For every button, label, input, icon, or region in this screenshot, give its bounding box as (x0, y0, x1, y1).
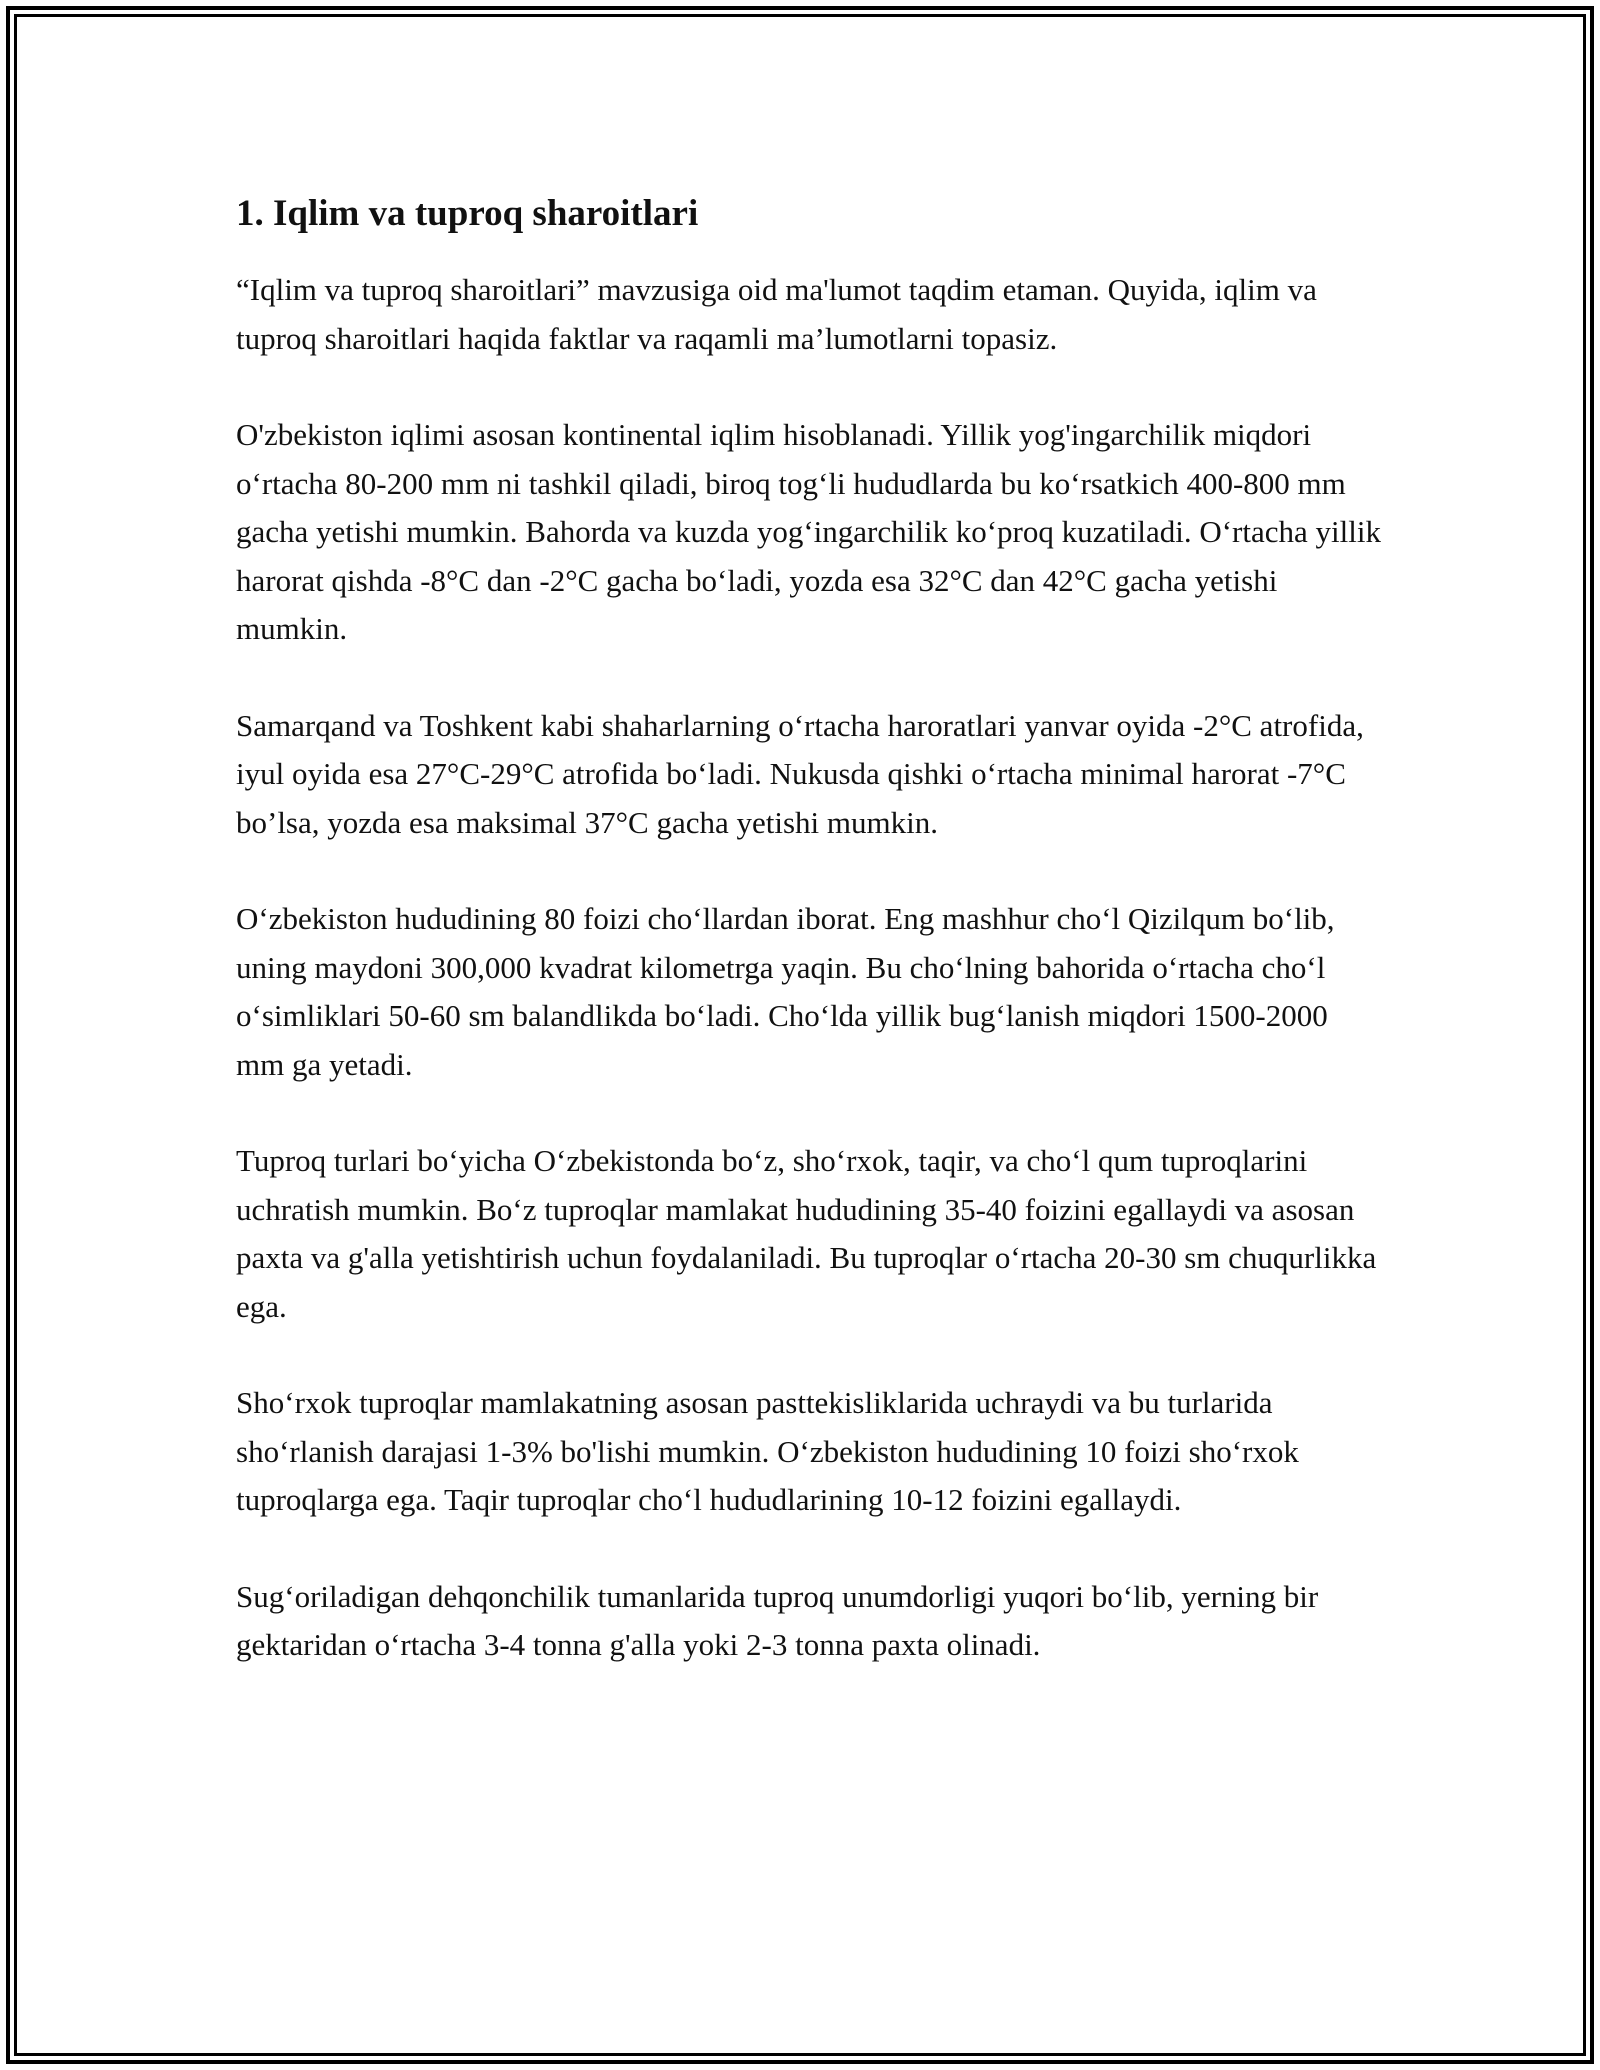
paragraph-deserts: O‘zbekiston hududining 80 foizi cho‘llardan iborat. Eng mashhur cho‘l Qizilqum bo‘lib, uning maydoni 300,000 kvadrat kilometrga yaqin. Bu cho‘lning bahorida o‘rtacha cho‘l o‘simliklari 50-60 sm balandlikda bo‘ladi. Cho‘lda yillik bug‘lanish miqdori 1500-2000 mm ga yetadi. (236, 901, 1335, 1082)
paragraph-intro: “Iqlim va tuproq sharoitlari” mavzusiga oid ma'lumot taqdim etaman. Quyida, iqlim va tuproq sharoitlari haqida faktlar va raqamli ma’lumotlarni topasiz. (236, 272, 1317, 356)
paragraph-soil-types: Tuproq turlari bo‘yicha O‘zbekistonda bo‘z, sho‘rxok, taqir, va cho‘l qum tuproqlarini uchratish mumkin. Bo‘z tuproqlar mamlakat hududining 35-40 foizini egallaydi va asosan paxta va g'alla yetishtirish uchun foydalaniladi. Bu tuproqlar o‘rtacha 20-30 sm chuqurlikka ega. (236, 1143, 1377, 1324)
paragraph-city-temperatures: Samarqand va Toshkent kabi shaharlarning o‘rtacha haroratlari yanvar oyida -2°C atrofida, iyul oyida esa 27°C-29°C atrofida bo‘ladi. Nukusda qishki o‘rtacha minimal harorat -7°C bo’lsa, yozda esa maksimal 37°C gacha yetishi mumkin. (236, 707, 1364, 840)
paragraph-saline-soils: Sho‘rxok tuproqlar mamlakatning asosan pasttekisliklarida uchraydi va bu turlarida sho‘rlanish darajasi 1-3% bo'lishi mumkin. O‘zbekiston hududining 10 foizi sho‘rxok tuproqlarga ega. Taqir tuproqlar cho‘l hududlarining 10-12 foizini egallaydi. (236, 1385, 1299, 1517)
section-heading: 1. Iqlim va tuproq sharoitlari (236, 193, 699, 234)
paragraph-irrigated-farming: Sug‘oriladigan dehqonchilik tumanlarida tuproq unumdorligi yuqori bo‘lib, yerning bir gektaridan o‘rtacha 3-4 tonna g'alla yoki 2-3 tonna paxta olinadi. (236, 1578, 1319, 1662)
paragraph-climate: O'zbekiston iqlimi asosan kontinental iqlim hisoblanadi. Yillik yog'ingarchilik miqdori o‘rtacha 80-200 mm ni tashkil qiladi, biroq tog‘li hududlarda bu ko‘rsatkich 400-800 mm gacha yetishi mumkin. Bahorda va kuzda yog‘ingarchilik ko‘proq kuzatiladi. O‘rtacha yillik harorat qishda -8°C dan -2°C gacha bo‘ladi, yozda esa 32°C dan 42°C gacha yetishi mumkin. (236, 417, 1381, 646)
document-body (236, 188, 1381, 1718)
